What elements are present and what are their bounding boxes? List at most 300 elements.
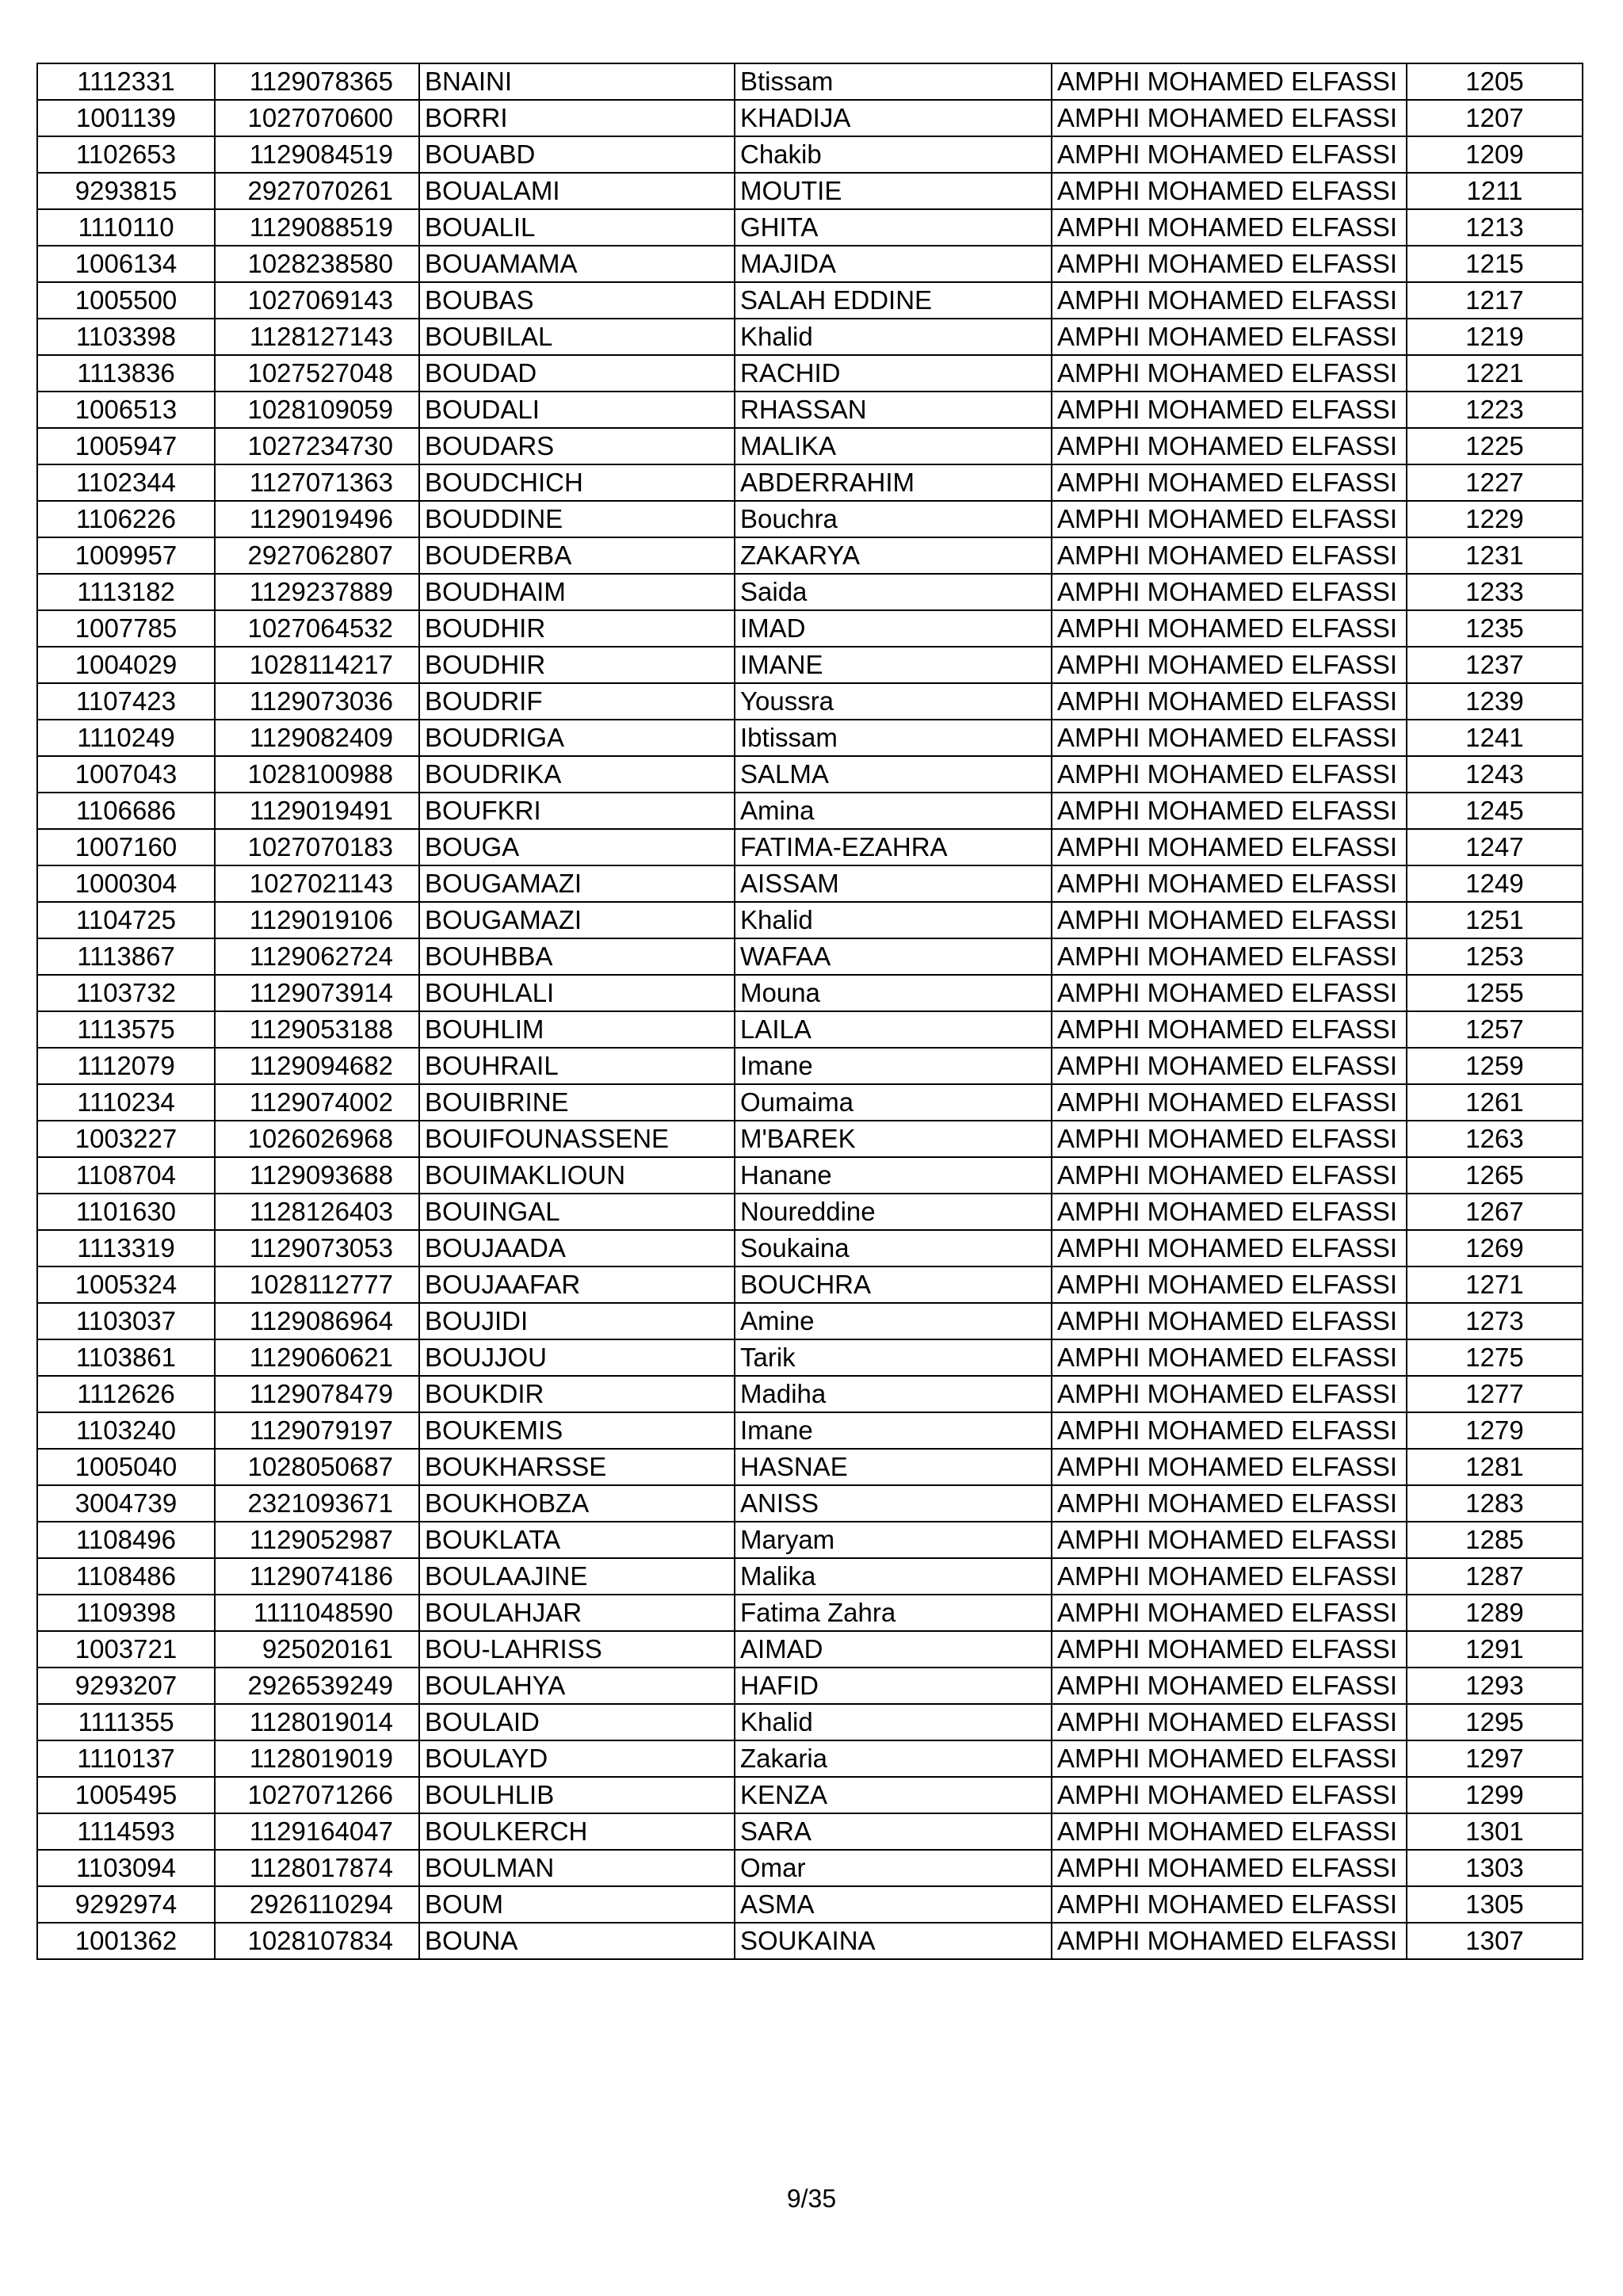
seat-number-cell: 1303 — [1407, 1850, 1583, 1886]
exam-room-cell: AMPHI MOHAMED ELFASSI — [1052, 537, 1407, 574]
student-roster-table — [36, 63, 1583, 1960]
exam-room-cell: AMPHI MOHAMED ELFASSI — [1052, 1230, 1407, 1266]
table-row — [37, 1522, 1583, 1558]
first-name-cell: Soukaina — [735, 1230, 1052, 1266]
student-id-cell: 1102653 — [37, 136, 215, 173]
national-id-cell: 1129078365 — [215, 63, 419, 100]
first-name-cell: Khalid — [735, 1704, 1052, 1740]
student-id-cell: 1108704 — [37, 1157, 215, 1194]
last-name-cell: BOUKHARSSE — [419, 1449, 735, 1485]
student-id-cell: 1113182 — [37, 574, 215, 610]
last-name-cell: BOUBAS — [419, 282, 735, 319]
student-id-cell: 1103240 — [37, 1412, 215, 1449]
national-id-cell: 1129052987 — [215, 1522, 419, 1558]
table-row — [37, 902, 1583, 938]
table-row — [37, 865, 1583, 902]
exam-room-cell: AMPHI MOHAMED ELFASSI — [1052, 319, 1407, 355]
seat-number-cell: 1233 — [1407, 574, 1583, 610]
student-id-cell: 1001139 — [37, 100, 215, 136]
national-id-cell: 1127071363 — [215, 464, 419, 501]
student-id-cell: 1111355 — [37, 1704, 215, 1740]
seat-number-cell: 1273 — [1407, 1303, 1583, 1339]
last-name-cell: BOUALAMI — [419, 173, 735, 209]
national-id-cell: 1028107834 — [215, 1923, 419, 1959]
seat-number-cell: 1227 — [1407, 464, 1583, 501]
seat-number-cell: 1241 — [1407, 720, 1583, 756]
seat-number-cell: 1297 — [1407, 1740, 1583, 1777]
table-row — [37, 464, 1583, 501]
last-name-cell: BOUDERBA — [419, 537, 735, 574]
first-name-cell: Mouna — [735, 975, 1052, 1011]
last-name-cell: BOULAID — [419, 1704, 735, 1740]
first-name-cell: Khalid — [735, 319, 1052, 355]
seat-number-cell: 1249 — [1407, 865, 1583, 902]
first-name-cell: ABDERRAHIM — [735, 464, 1052, 501]
exam-room-cell: AMPHI MOHAMED ELFASSI — [1052, 610, 1407, 647]
last-name-cell: BOUKHOBZA — [419, 1485, 735, 1522]
student-id-cell: 1103398 — [37, 319, 215, 355]
seat-number-cell: 1215 — [1407, 246, 1583, 282]
seat-number-cell: 1295 — [1407, 1704, 1583, 1740]
exam-room-cell: AMPHI MOHAMED ELFASSI — [1052, 1011, 1407, 1048]
student-id-cell: 1110249 — [37, 720, 215, 756]
national-id-cell: 2927062807 — [215, 537, 419, 574]
exam-room-cell: AMPHI MOHAMED ELFASSI — [1052, 1631, 1407, 1668]
first-name-cell: KHADIJA — [735, 100, 1052, 136]
national-id-cell: 1026026968 — [215, 1121, 419, 1157]
last-name-cell: BOUJJOU — [419, 1339, 735, 1376]
exam-room-cell: AMPHI MOHAMED ELFASSI — [1052, 246, 1407, 282]
first-name-cell: Amina — [735, 793, 1052, 829]
exam-room-cell: AMPHI MOHAMED ELFASSI — [1052, 647, 1407, 683]
national-id-cell: 1129019496 — [215, 501, 419, 537]
exam-room-cell: AMPHI MOHAMED ELFASSI — [1052, 829, 1407, 865]
first-name-cell: HASNAE — [735, 1449, 1052, 1485]
national-id-cell: 1028112777 — [215, 1266, 419, 1303]
seat-number-cell: 1223 — [1407, 392, 1583, 428]
national-id-cell: 1129084519 — [215, 136, 419, 173]
student-id-cell: 1005040 — [37, 1449, 215, 1485]
first-name-cell: SARA — [735, 1813, 1052, 1850]
table-row — [37, 1157, 1583, 1194]
table-row — [37, 1230, 1583, 1266]
first-name-cell: SALMA — [735, 756, 1052, 793]
national-id-cell: 1128019019 — [215, 1740, 419, 1777]
national-id-cell: 1129019106 — [215, 902, 419, 938]
last-name-cell: BOUDALI — [419, 392, 735, 428]
first-name-cell: Imane — [735, 1412, 1052, 1449]
last-name-cell: BOUDRIKA — [419, 756, 735, 793]
national-id-cell: 1028050687 — [215, 1449, 419, 1485]
national-id-cell: 1027070183 — [215, 829, 419, 865]
table-row — [37, 1595, 1583, 1631]
national-id-cell: 1129079197 — [215, 1412, 419, 1449]
seat-number-cell: 1243 — [1407, 756, 1583, 793]
first-name-cell: ZAKARYA — [735, 537, 1052, 574]
table-row — [37, 428, 1583, 464]
exam-room-cell: AMPHI MOHAMED ELFASSI — [1052, 1668, 1407, 1704]
seat-number-cell: 1283 — [1407, 1485, 1583, 1522]
table-row — [37, 136, 1583, 173]
first-name-cell: Bouchra — [735, 501, 1052, 537]
exam-room-cell: AMPHI MOHAMED ELFASSI — [1052, 1704, 1407, 1740]
exam-room-cell: AMPHI MOHAMED ELFASSI — [1052, 501, 1407, 537]
last-name-cell: BOUHBBA — [419, 938, 735, 975]
student-id-cell: 1007043 — [37, 756, 215, 793]
national-id-cell: 1129086964 — [215, 1303, 419, 1339]
national-id-cell: 1028109059 — [215, 392, 419, 428]
national-id-cell: 2926110294 — [215, 1886, 419, 1923]
national-id-cell: 1129088519 — [215, 209, 419, 246]
last-name-cell: BOU-LAHRISS — [419, 1631, 735, 1668]
student-id-cell: 1003721 — [37, 1631, 215, 1668]
last-name-cell: BOUIBRINE — [419, 1084, 735, 1121]
seat-number-cell: 1255 — [1407, 975, 1583, 1011]
table-row — [37, 938, 1583, 975]
first-name-cell: LAILA — [735, 1011, 1052, 1048]
last-name-cell: BOULAHJAR — [419, 1595, 735, 1631]
exam-room-cell: AMPHI MOHAMED ELFASSI — [1052, 574, 1407, 610]
last-name-cell: BOUDCHICH — [419, 464, 735, 501]
national-id-cell: 1129082409 — [215, 720, 419, 756]
table-row — [37, 793, 1583, 829]
exam-room-cell: AMPHI MOHAMED ELFASSI — [1052, 756, 1407, 793]
table-row — [37, 975, 1583, 1011]
student-id-cell: 1005500 — [37, 282, 215, 319]
exam-room-cell: AMPHI MOHAMED ELFASSI — [1052, 1412, 1407, 1449]
national-id-cell: 1027021143 — [215, 865, 419, 902]
first-name-cell: Fatima Zahra — [735, 1595, 1052, 1631]
national-id-cell: 1129074002 — [215, 1084, 419, 1121]
last-name-cell: BOUBILAL — [419, 319, 735, 355]
seat-number-cell: 1229 — [1407, 501, 1583, 537]
student-id-cell: 1003227 — [37, 1121, 215, 1157]
student-id-cell: 1113319 — [37, 1230, 215, 1266]
table-row — [37, 246, 1583, 282]
first-name-cell: Youssra — [735, 683, 1052, 720]
table-row — [37, 1631, 1583, 1668]
exam-room-cell: AMPHI MOHAMED ELFASSI — [1052, 282, 1407, 319]
seat-number-cell: 1219 — [1407, 319, 1583, 355]
seat-number-cell: 1225 — [1407, 428, 1583, 464]
roster-body — [37, 63, 1583, 1959]
student-id-cell: 1112079 — [37, 1048, 215, 1084]
national-id-cell: 1129019491 — [215, 793, 419, 829]
student-id-cell: 1108496 — [37, 1522, 215, 1558]
student-id-cell: 1103037 — [37, 1303, 215, 1339]
national-id-cell: 1027070600 — [215, 100, 419, 136]
table-row — [37, 1412, 1583, 1449]
first-name-cell: MAJIDA — [735, 246, 1052, 282]
exam-room-cell: AMPHI MOHAMED ELFASSI — [1052, 1048, 1407, 1084]
table-row — [37, 829, 1583, 865]
student-id-cell: 1103732 — [37, 975, 215, 1011]
exam-room-cell: AMPHI MOHAMED ELFASSI — [1052, 1449, 1407, 1485]
exam-room-cell: AMPHI MOHAMED ELFASSI — [1052, 392, 1407, 428]
table-row — [37, 1449, 1583, 1485]
table-row — [37, 683, 1583, 720]
first-name-cell: M'BAREK — [735, 1121, 1052, 1157]
national-id-cell: 1027064532 — [215, 610, 419, 647]
exam-room-cell: AMPHI MOHAMED ELFASSI — [1052, 1522, 1407, 1558]
last-name-cell: BOUGAMAZI — [419, 865, 735, 902]
national-id-cell: 1028100988 — [215, 756, 419, 793]
table-row — [37, 1048, 1583, 1084]
first-name-cell: MOUTIE — [735, 173, 1052, 209]
last-name-cell: BOUHLALI — [419, 975, 735, 1011]
last-name-cell: BOULKERCH — [419, 1813, 735, 1850]
exam-room-cell: AMPHI MOHAMED ELFASSI — [1052, 173, 1407, 209]
last-name-cell: BOUDDINE — [419, 501, 735, 537]
exam-room-cell: AMPHI MOHAMED ELFASSI — [1052, 683, 1407, 720]
national-id-cell: 2926539249 — [215, 1668, 419, 1704]
first-name-cell: Tarik — [735, 1339, 1052, 1376]
seat-number-cell: 1221 — [1407, 355, 1583, 392]
seat-number-cell: 1301 — [1407, 1813, 1583, 1850]
first-name-cell: KENZA — [735, 1777, 1052, 1813]
last-name-cell: BOUDHAIM — [419, 574, 735, 610]
exam-room-cell: AMPHI MOHAMED ELFASSI — [1052, 464, 1407, 501]
seat-number-cell: 1281 — [1407, 1449, 1583, 1485]
seat-number-cell: 1305 — [1407, 1886, 1583, 1923]
first-name-cell: Amine — [735, 1303, 1052, 1339]
seat-number-cell: 1211 — [1407, 173, 1583, 209]
exam-room-cell: AMPHI MOHAMED ELFASSI — [1052, 1266, 1407, 1303]
last-name-cell: BOUIMAKLIOUN — [419, 1157, 735, 1194]
first-name-cell: FATIMA-EZAHRA — [735, 829, 1052, 865]
student-id-cell: 9292974 — [37, 1886, 215, 1923]
exam-room-cell: AMPHI MOHAMED ELFASSI — [1052, 1886, 1407, 1923]
table-row — [37, 209, 1583, 246]
last-name-cell: BOUIFOUNASSENE — [419, 1121, 735, 1157]
table-row — [37, 1668, 1583, 1704]
student-id-cell: 1106686 — [37, 793, 215, 829]
student-id-cell: 1000304 — [37, 865, 215, 902]
last-name-cell: BOUHLIM — [419, 1011, 735, 1048]
table-row — [37, 1376, 1583, 1412]
student-id-cell: 1101630 — [37, 1194, 215, 1230]
national-id-cell: 1129093688 — [215, 1157, 419, 1194]
first-name-cell: MALIKA — [735, 428, 1052, 464]
seat-number-cell: 1231 — [1407, 537, 1583, 574]
student-id-cell: 1006513 — [37, 392, 215, 428]
last-name-cell: BORRI — [419, 100, 735, 136]
last-name-cell: BOUKEMIS — [419, 1412, 735, 1449]
national-id-cell: 1027234730 — [215, 428, 419, 464]
exam-room-cell: AMPHI MOHAMED ELFASSI — [1052, 1339, 1407, 1376]
table-row — [37, 1923, 1583, 1959]
first-name-cell: BOUCHRA — [735, 1266, 1052, 1303]
national-id-cell: 1129053188 — [215, 1011, 419, 1048]
table-row — [37, 647, 1583, 683]
first-name-cell: Imane — [735, 1048, 1052, 1084]
first-name-cell: Noureddine — [735, 1194, 1052, 1230]
seat-number-cell: 1267 — [1407, 1194, 1583, 1230]
last-name-cell: BOUDHIR — [419, 610, 735, 647]
last-name-cell: BOULAAJINE — [419, 1558, 735, 1595]
seat-number-cell: 1239 — [1407, 683, 1583, 720]
first-name-cell: ANISS — [735, 1485, 1052, 1522]
seat-number-cell: 1299 — [1407, 1777, 1583, 1813]
exam-room-cell: AMPHI MOHAMED ELFASSI — [1052, 1923, 1407, 1959]
exam-room-cell: AMPHI MOHAMED ELFASSI — [1052, 938, 1407, 975]
exam-room-cell: AMPHI MOHAMED ELFASSI — [1052, 975, 1407, 1011]
exam-room-cell: AMPHI MOHAMED ELFASSI — [1052, 1485, 1407, 1522]
seat-number-cell: 1279 — [1407, 1412, 1583, 1449]
seat-number-cell: 1209 — [1407, 136, 1583, 173]
exam-room-cell: AMPHI MOHAMED ELFASSI — [1052, 1157, 1407, 1194]
table-row — [37, 574, 1583, 610]
last-name-cell: BOUDRIGA — [419, 720, 735, 756]
student-id-cell: 1113867 — [37, 938, 215, 975]
first-name-cell: HAFID — [735, 1668, 1052, 1704]
first-name-cell: SOUKAINA — [735, 1923, 1052, 1959]
student-id-cell: 1110110 — [37, 209, 215, 246]
national-id-cell: 1129078479 — [215, 1376, 419, 1412]
seat-number-cell: 1287 — [1407, 1558, 1583, 1595]
first-name-cell: AISSAM — [735, 865, 1052, 902]
first-name-cell: GHITA — [735, 209, 1052, 246]
national-id-cell: 1128017874 — [215, 1850, 419, 1886]
first-name-cell: Omar — [735, 1850, 1052, 1886]
student-id-cell: 1005495 — [37, 1777, 215, 1813]
first-name-cell: Maryam — [735, 1522, 1052, 1558]
exam-room-cell: AMPHI MOHAMED ELFASSI — [1052, 720, 1407, 756]
exam-room-cell: AMPHI MOHAMED ELFASSI — [1052, 428, 1407, 464]
table-row — [37, 1485, 1583, 1522]
last-name-cell: BOUINGAL — [419, 1194, 735, 1230]
national-id-cell: 1027069143 — [215, 282, 419, 319]
last-name-cell: BOUDRIF — [419, 683, 735, 720]
national-id-cell: 1129062724 — [215, 938, 419, 975]
last-name-cell: BOUGAMAZI — [419, 902, 735, 938]
last-name-cell: BOUABD — [419, 136, 735, 173]
exam-room-cell: AMPHI MOHAMED ELFASSI — [1052, 1777, 1407, 1813]
last-name-cell: BOUHRAIL — [419, 1048, 735, 1084]
table-row — [37, 537, 1583, 574]
first-name-cell: Oumaima — [735, 1084, 1052, 1121]
page-number: 9/35 — [786, 2184, 837, 2213]
student-id-cell: 1007160 — [37, 829, 215, 865]
national-id-cell: 1129060621 — [215, 1339, 419, 1376]
first-name-cell: SALAH EDDINE — [735, 282, 1052, 319]
table-row — [37, 720, 1583, 756]
table-row — [37, 1558, 1583, 1595]
first-name-cell: Hanane — [735, 1157, 1052, 1194]
table-row — [37, 1339, 1583, 1376]
first-name-cell: IMAD — [735, 610, 1052, 647]
seat-number-cell: 1247 — [1407, 829, 1583, 865]
table-row — [37, 1740, 1583, 1777]
national-id-cell: 1129094682 — [215, 1048, 419, 1084]
seat-number-cell: 1291 — [1407, 1631, 1583, 1668]
student-id-cell: 9293815 — [37, 173, 215, 209]
table-row — [37, 1850, 1583, 1886]
seat-number-cell: 1261 — [1407, 1084, 1583, 1121]
seat-number-cell: 1237 — [1407, 647, 1583, 683]
national-id-cell: 1028114217 — [215, 647, 419, 683]
first-name-cell: WAFAA — [735, 938, 1052, 975]
last-name-cell: BOUM — [419, 1886, 735, 1923]
first-name-cell: ASMA — [735, 1886, 1052, 1923]
seat-number-cell: 1277 — [1407, 1376, 1583, 1412]
student-id-cell: 1112626 — [37, 1376, 215, 1412]
seat-number-cell: 1257 — [1407, 1011, 1583, 1048]
table-row — [37, 1121, 1583, 1157]
student-id-cell: 1009957 — [37, 537, 215, 574]
last-name-cell: BOUKDIR — [419, 1376, 735, 1412]
last-name-cell: BOUJAADA — [419, 1230, 735, 1266]
student-id-cell: 1102344 — [37, 464, 215, 501]
table-row — [37, 63, 1583, 100]
exam-room-cell: AMPHI MOHAMED ELFASSI — [1052, 1558, 1407, 1595]
student-id-cell: 1113575 — [37, 1011, 215, 1048]
first-name-cell: IMANE — [735, 647, 1052, 683]
national-id-cell: 1129073053 — [215, 1230, 419, 1266]
table-row — [37, 1777, 1583, 1813]
seat-number-cell: 1265 — [1407, 1157, 1583, 1194]
exam-room-cell: AMPHI MOHAMED ELFASSI — [1052, 1595, 1407, 1631]
last-name-cell: BNAINI — [419, 63, 735, 100]
student-id-cell: 1109398 — [37, 1595, 215, 1631]
student-id-cell: 1005324 — [37, 1266, 215, 1303]
table-row — [37, 1194, 1583, 1230]
seat-number-cell: 1213 — [1407, 209, 1583, 246]
national-id-cell: 1129074186 — [215, 1558, 419, 1595]
exam-room-cell: AMPHI MOHAMED ELFASSI — [1052, 1740, 1407, 1777]
seat-number-cell: 1285 — [1407, 1522, 1583, 1558]
first-name-cell: Khalid — [735, 902, 1052, 938]
student-id-cell: 3004739 — [37, 1485, 215, 1522]
table-row — [37, 1011, 1583, 1048]
table-row — [37, 1704, 1583, 1740]
exam-room-cell: AMPHI MOHAMED ELFASSI — [1052, 355, 1407, 392]
national-id-cell: 1128127143 — [215, 319, 419, 355]
national-id-cell: 2321093671 — [215, 1485, 419, 1522]
national-id-cell: 1028238580 — [215, 246, 419, 282]
exam-room-cell: AMPHI MOHAMED ELFASSI — [1052, 1084, 1407, 1121]
table-row — [37, 1266, 1583, 1303]
first-name-cell: RACHID — [735, 355, 1052, 392]
table-row — [37, 501, 1583, 537]
student-id-cell: 1112331 — [37, 63, 215, 100]
student-id-cell: 1113836 — [37, 355, 215, 392]
seat-number-cell: 1251 — [1407, 902, 1583, 938]
student-id-cell: 1103861 — [37, 1339, 215, 1376]
last-name-cell: BOULAYD — [419, 1740, 735, 1777]
exam-room-cell: AMPHI MOHAMED ELFASSI — [1052, 100, 1407, 136]
last-name-cell: BOUAMAMA — [419, 246, 735, 282]
table-row — [37, 282, 1583, 319]
exam-room-cell: AMPHI MOHAMED ELFASSI — [1052, 1194, 1407, 1230]
seat-number-cell: 1259 — [1407, 1048, 1583, 1084]
seat-number-cell: 1253 — [1407, 938, 1583, 975]
last-name-cell: BOUDHIR — [419, 647, 735, 683]
exam-room-cell: AMPHI MOHAMED ELFASSI — [1052, 1376, 1407, 1412]
last-name-cell: BOUGA — [419, 829, 735, 865]
table-row — [37, 756, 1583, 793]
student-id-cell: 1108486 — [37, 1558, 215, 1595]
table-row — [37, 100, 1583, 136]
table-row — [37, 173, 1583, 209]
student-id-cell: 1103094 — [37, 1850, 215, 1886]
seat-number-cell: 1263 — [1407, 1121, 1583, 1157]
table-row — [37, 1813, 1583, 1850]
first-name-cell: Chakib — [735, 136, 1052, 173]
first-name-cell: Saida — [735, 574, 1052, 610]
exam-room-cell: AMPHI MOHAMED ELFASSI — [1052, 793, 1407, 829]
last-name-cell: BOUDAD — [419, 355, 735, 392]
